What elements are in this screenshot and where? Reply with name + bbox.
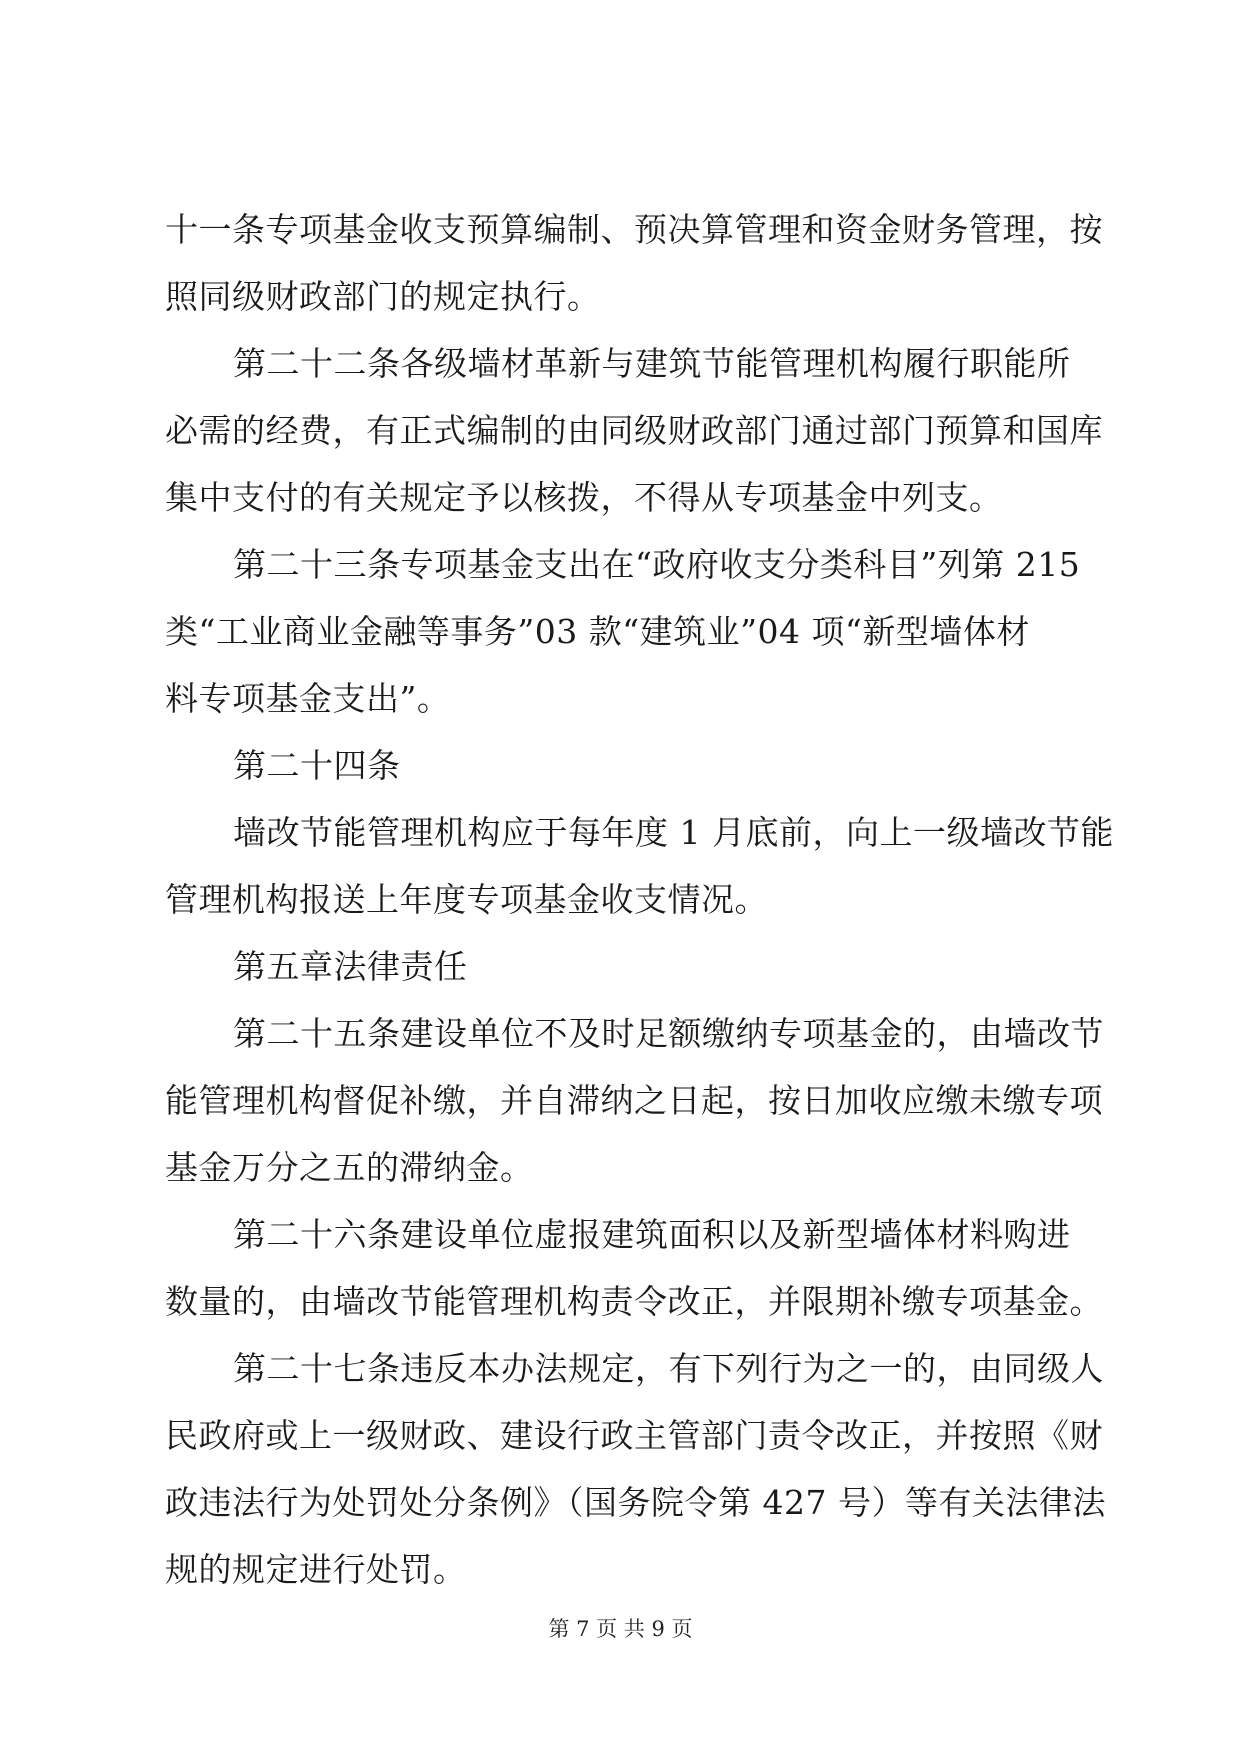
text-line: 十一条专项基金收支预算编制、预决算管理和资金财务管理，按 <box>165 210 1103 249</box>
section-heading: 第二十四条 <box>233 746 401 785</box>
text-line: 第二十七条违反本办法规定，有下列行为之一的，由同级人 <box>233 1349 1104 1388</box>
text-line: 必需的经费，有正式编制的由同级财政部门通过部门预算和国库 <box>165 411 1103 450</box>
text-line: 能管理机构督促补缴，并自滞纳之日起，按日加收应缴未缴专项 <box>165 1081 1103 1120</box>
chapter-heading: 第五章法律责任 <box>233 947 468 986</box>
text-line: 政违法行为处罚处分条例》（国务院令第 427 号）等有关法律法 <box>165 1483 1106 1522</box>
text-line: 料专项基金支出”。 <box>165 679 451 718</box>
text-line: 第二十三条专项基金支出在“政府收支分类科目”列第 215 <box>233 545 1081 584</box>
text-line: 管理机构报送上年度专项基金收支情况。 <box>165 880 768 919</box>
text-line: 集中支付的有关规定予以核拨，不得从专项基金中列支。 <box>165 478 1003 517</box>
page-number-footer: 第 7 页 共 9 页 <box>548 1617 693 1641</box>
text-line: 类“工业商业金融等事务”03 款“建筑业”04 项“新型墙体材 <box>165 612 1030 651</box>
text-line: 墙改节能管理机构应于每年度 1 月底前，向上一级墙改节能 <box>233 813 1114 852</box>
text-line: 数量的，由墙改节能管理机构责令改正，并限期补缴专项基金。 <box>165 1282 1103 1321</box>
text-line: 照同级财政部门的规定执行。 <box>165 277 601 316</box>
text-line: 第二十五条建设单位不及时足额缴纳专项基金的，由墙改节 <box>233 1014 1104 1053</box>
text-line: 第二十六条建设单位虚报建筑面积以及新型墙体材料购进 <box>233 1215 1071 1254</box>
text-line: 民政府或上一级财政、建设行政主管部门责令改正，并按照《财 <box>165 1416 1103 1455</box>
text-line: 第二十二条各级墙材革新与建筑节能管理机构履行职能所 <box>233 344 1071 383</box>
text-line: 规的规定进行处罚。 <box>165 1550 467 1589</box>
text-line: 基金万分之五的滞纳金。 <box>165 1148 534 1187</box>
